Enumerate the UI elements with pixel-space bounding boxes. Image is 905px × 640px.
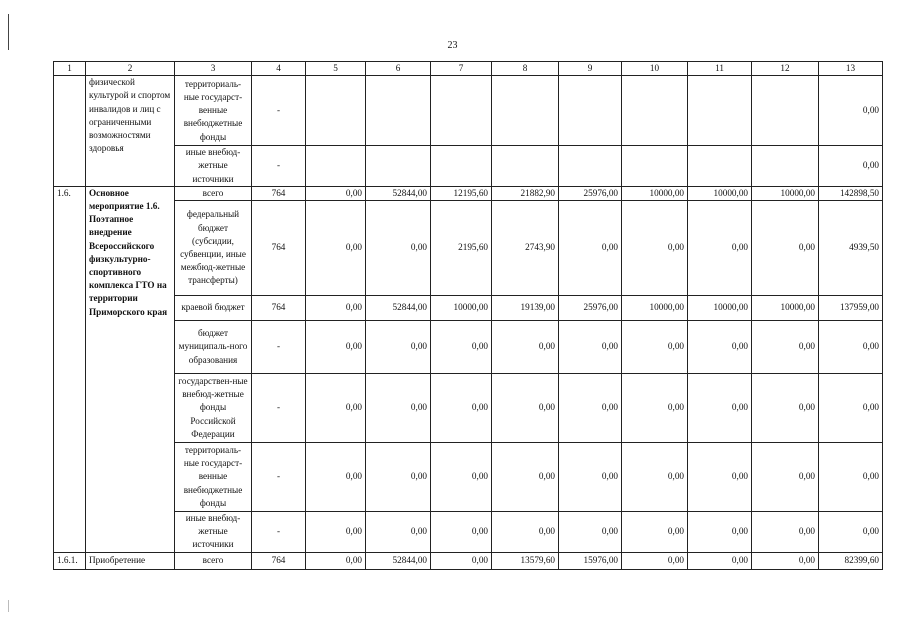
cell-total: 0,00 [819, 374, 883, 443]
cell-value: 0,00 [622, 321, 688, 374]
cell-value: 10000,00 [622, 186, 688, 200]
cell-value: 12195,60 [431, 186, 492, 200]
cell-value: 0,00 [366, 321, 431, 374]
funding-source: иные внебюд-жетные источники [175, 512, 252, 553]
column-number-row [54, 62, 883, 76]
table-row [54, 186, 883, 200]
cell-total: 142898,50 [819, 186, 883, 200]
cell-value: 0,00 [622, 552, 688, 569]
cell-col4: 764 [252, 186, 306, 200]
funding-source: всего [175, 552, 252, 569]
cell-value: 0,00 [306, 374, 366, 443]
cell-value: 0,00 [492, 321, 559, 374]
cell-value: 0,00 [559, 443, 622, 512]
cell-value: 0,00 [559, 201, 622, 296]
cell-value: 0,00 [622, 201, 688, 296]
cell-value: 21882,90 [492, 186, 559, 200]
cell-value: 52844,00 [366, 552, 431, 569]
cell-value: 25976,00 [559, 186, 622, 200]
cell-col4: 764 [252, 552, 306, 569]
cell-value: 0,00 [622, 374, 688, 443]
cell-value: 0,00 [622, 443, 688, 512]
cell-value: 25976,00 [559, 296, 622, 321]
cell-value: 0,00 [431, 552, 492, 569]
table-row [54, 512, 883, 553]
cell-value: 0,00 [306, 512, 366, 553]
cell-value: 0,00 [366, 443, 431, 512]
row-code: 1.6. [54, 186, 86, 552]
cell-col4: 764 [252, 296, 306, 321]
cell-value: 0,00 [752, 512, 819, 553]
cell-value: 10000,00 [431, 296, 492, 321]
cell-value: 0,00 [306, 186, 366, 200]
cell-col4: 764 [252, 201, 306, 296]
cell-col4: - [252, 443, 306, 512]
cell-value: 0,00 [688, 321, 752, 374]
cell-total: 82399,60 [819, 552, 883, 569]
cell-value: 0,00 [306, 321, 366, 374]
row-code: 1.6.1. [54, 552, 86, 569]
cell-col4: - [252, 374, 306, 443]
column-number: 5 [306, 62, 366, 76]
cell-value: 10000,00 [752, 186, 819, 200]
cell-value: 10000,00 [688, 186, 752, 200]
cell-value: 0,00 [431, 321, 492, 374]
cell-value: 0,00 [688, 443, 752, 512]
cell-value: 0,00 [366, 512, 431, 553]
funding-source: бюджет муниципаль-ного образования [175, 321, 252, 374]
cell-col4: - [252, 146, 306, 187]
cell-value: 0,00 [688, 201, 752, 296]
funding-source: федеральный бюджет (субсидии, субвенции, иные межбюд-жетные трансферты) [175, 201, 252, 296]
cell-value: 0,00 [752, 321, 819, 374]
cell-value: 13579,60 [492, 552, 559, 569]
cell-col4: - [252, 512, 306, 553]
cell-value: 10000,00 [622, 296, 688, 321]
column-number: 4 [252, 62, 306, 76]
cell-value: 0,00 [622, 512, 688, 553]
table-row [54, 296, 883, 321]
cell-value: 0,00 [366, 201, 431, 296]
activity-title: Приобретение [86, 552, 175, 569]
cell-value: 0,00 [492, 512, 559, 553]
column-number: 7 [431, 62, 492, 76]
cell-value: 19139,00 [492, 296, 559, 321]
cell-value: 0,00 [306, 201, 366, 296]
column-number: 8 [492, 62, 559, 76]
table-row [54, 321, 883, 374]
cell-value: 0,00 [688, 552, 752, 569]
cell-value: 2743,90 [492, 201, 559, 296]
cell-value: 10000,00 [688, 296, 752, 321]
cell-value: 52844,00 [366, 296, 431, 321]
cell-value: 0,00 [366, 374, 431, 443]
cell-value: 2195,60 [431, 201, 492, 296]
cell-value: 0,00 [492, 443, 559, 512]
table-row [54, 443, 883, 512]
cell-total: 0,00 [819, 146, 883, 187]
row-code [54, 76, 86, 187]
table-row [54, 552, 883, 569]
cell-value: 0,00 [688, 374, 752, 443]
cell-value: 0,00 [559, 374, 622, 443]
cell-total: 0,00 [819, 76, 883, 146]
cell-value: 0,00 [752, 443, 819, 512]
funding-source: государствен-ные внебюд-жетные фонды Российской Федерации [175, 374, 252, 443]
margin-mark [8, 600, 9, 612]
table-row [54, 146, 883, 187]
cell-value: 0,00 [431, 374, 492, 443]
funding-source: иные внебюд-жетные источники [175, 146, 252, 187]
cell-value: 0,00 [306, 443, 366, 512]
cell-col4: - [252, 321, 306, 374]
cell-total: 0,00 [819, 321, 883, 374]
cell-value: 52844,00 [366, 186, 431, 200]
column-number: 12 [752, 62, 819, 76]
activity-title: физической культурой и спортом инвалидов и лиц с ограниченными возможностями здоровья [86, 76, 175, 187]
column-number: 6 [366, 62, 431, 76]
cell-value: 0,00 [752, 374, 819, 443]
activity-title: Основное мероприятие 1.6. Поэтапное внедрение Всероссийского физкультурно-спортивного комплекса ГТО на территории Приморского края [86, 186, 175, 552]
cell-value: 10000,00 [752, 296, 819, 321]
cell-value: 0,00 [559, 512, 622, 553]
cell-value: 0,00 [559, 321, 622, 374]
cell-value: 0,00 [752, 552, 819, 569]
budget-table [53, 61, 883, 570]
funding-source: всего [175, 186, 252, 200]
cell-total: 4939,50 [819, 201, 883, 296]
column-number: 9 [559, 62, 622, 76]
funding-source: территориаль-ные государст-венные внебюджетные фонды [175, 76, 252, 146]
column-number: 1 [54, 62, 86, 76]
cell-value: 0,00 [752, 201, 819, 296]
cell-value: 0,00 [431, 443, 492, 512]
cell-col4: - [252, 76, 306, 146]
column-number: 3 [175, 62, 252, 76]
funding-source: краевой бюджет [175, 296, 252, 321]
cell-value: 0,00 [306, 552, 366, 569]
column-number: 11 [688, 62, 752, 76]
funding-source: территориаль-ные государст-венные внебюджетные фонды [175, 443, 252, 512]
table-row [54, 76, 883, 146]
column-number: 13 [819, 62, 883, 76]
cell-total: 0,00 [819, 512, 883, 553]
cell-value: 0,00 [492, 374, 559, 443]
column-number: 2 [86, 62, 175, 76]
page-number: 23 [447, 40, 458, 51]
cell-value: 0,00 [306, 296, 366, 321]
table-row [54, 201, 883, 296]
cell-total: 137959,00 [819, 296, 883, 321]
cell-total: 0,00 [819, 443, 883, 512]
cell-value: 15976,00 [559, 552, 622, 569]
table-row [54, 374, 883, 443]
column-number: 10 [622, 62, 688, 76]
cell-value: 0,00 [688, 512, 752, 553]
cell-value: 0,00 [431, 512, 492, 553]
